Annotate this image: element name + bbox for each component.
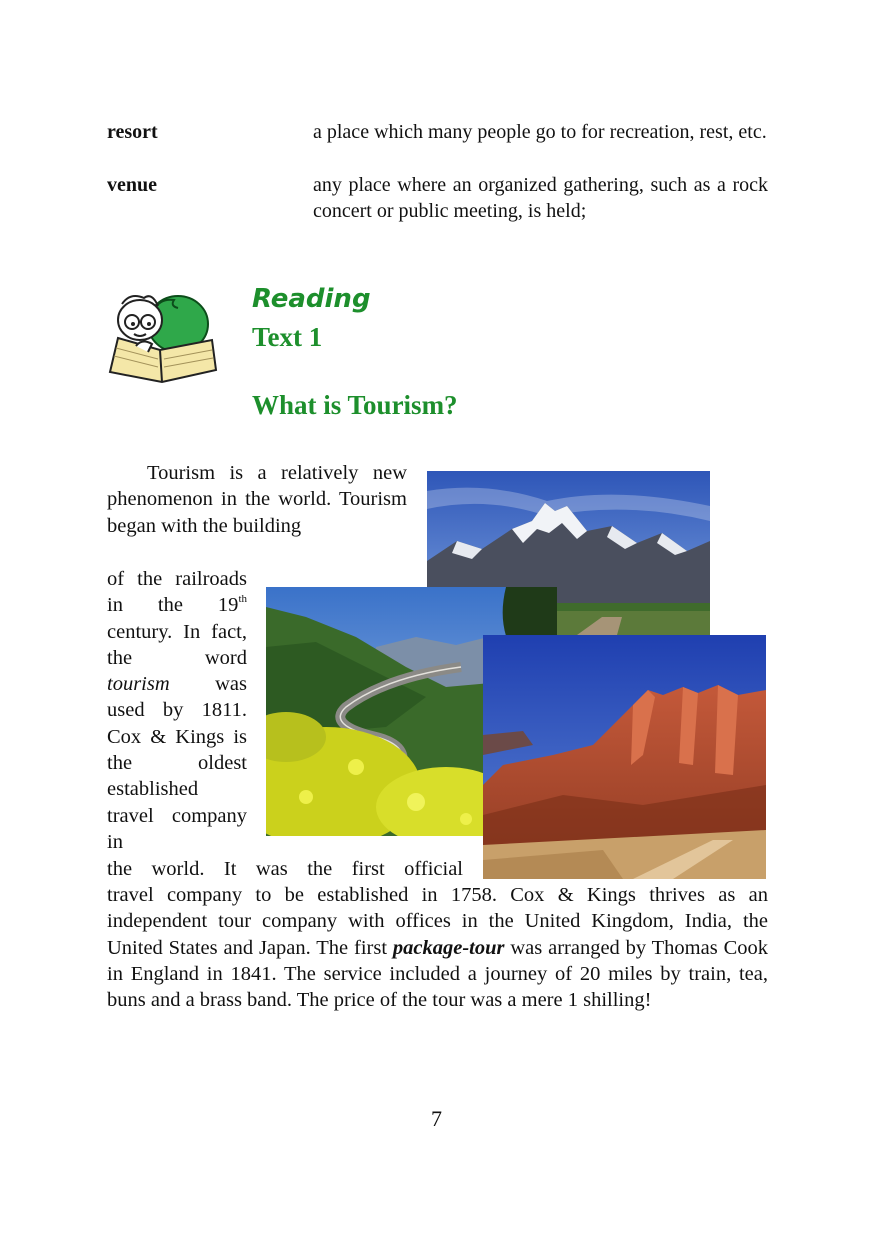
section-label: Reading — [252, 284, 371, 314]
article-text-span: of the railroads in the 19 — [107, 568, 247, 617]
glossary-row-resort — [107, 119, 768, 175]
article-text-span: was arranged by Thomas Cook in England in 1841. The service included a journey of 20 miles by train, tea, buns and a brass band. The price of the tour was a mere 1 shilling! — [107, 936, 768, 1012]
article-text-span: was used by 1811. Cox & Kings is the oldest established travel company in — [107, 673, 247, 853]
glossary-term: resort — [107, 121, 158, 143]
superscript: th — [238, 593, 247, 606]
reading-boy-icon — [100, 288, 222, 384]
article-text — [107, 566, 247, 855]
emphasis: tourism — [107, 673, 170, 696]
glossary-definition: a place which many people go to for recreation, rest, etc. — [313, 121, 767, 143]
article-text-span: travel company to be established in 1758. Cox & Kings thrives as an independent tour company with offices in the United Kingdom, India, the United States and Japan. The first — [107, 884, 768, 959]
glossary-term: venue — [107, 174, 157, 196]
article-paragraph-part — [107, 882, 768, 1013]
glossary-row-venue — [107, 172, 768, 228]
article-text: Tourism is a relatively new phenomenon in the world. Tourism began with the building — [107, 462, 407, 537]
glossary-definition: any place where an organized gathering, such as a rock concert or public meeting, is held; — [313, 174, 768, 222]
article-text: the world. It was the first official — [107, 858, 463, 880]
section-subtitle: Text 1 — [252, 322, 323, 352]
article-text-span: century. In fact, the word — [107, 620, 247, 669]
page-number: 7 — [431, 1106, 442, 1131]
emphasis-strong: package-tour — [392, 936, 505, 959]
article-paragraph-part — [107, 460, 407, 539]
article-title: What is Tourism? — [252, 390, 458, 420]
article-paragraph-part — [107, 856, 463, 882]
article-text — [107, 882, 768, 1013]
red-rocks-photo — [483, 635, 766, 879]
article-paragraph-part — [107, 566, 247, 855]
